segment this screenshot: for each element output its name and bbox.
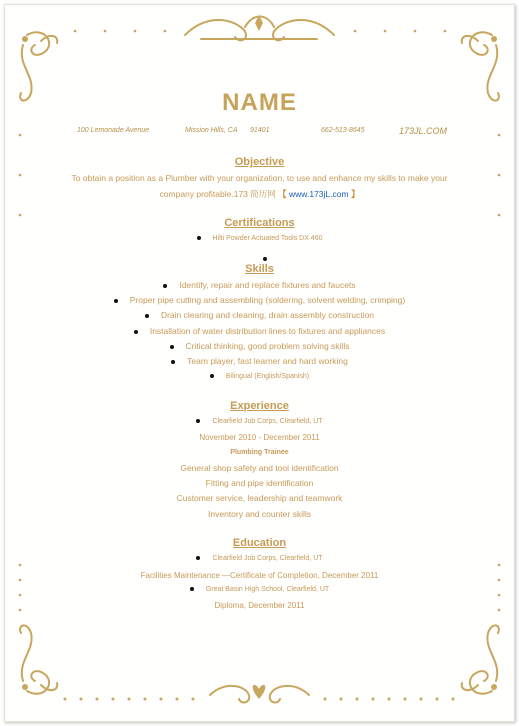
experience-employer: Clearfield Job Corps, Clearfield, UT: [5, 418, 514, 425]
skill-item: Identify, repair and replace fixtures and faucets: [5, 280, 514, 290]
skill-item: Drain clearing and cleaning, drain assembly construction: [5, 310, 514, 320]
skill-item: Proper pipe cutting and assembling (soldering, solvent welding, crimping): [5, 295, 514, 305]
contact-website[interactable]: 173JL.COM: [399, 126, 448, 136]
bracket-open: 【: [278, 189, 287, 199]
objective-heading: Objective: [234, 156, 285, 168]
bottom-center-ornament: [210, 685, 309, 703]
objective-line-2-text: company profitable.173 简历网: [159, 189, 276, 199]
bullet-icon: [196, 419, 200, 423]
skill-item: Installation of water distribution lines to fixtures and appliances: [5, 326, 514, 336]
experience-duty: Customer service, leadership and teamwork: [176, 493, 343, 503]
experience-duty: Inventory and counter skills: [208, 509, 311, 519]
experience-dates: November 2010 - December 2011: [199, 433, 320, 442]
contact-zip: 91401: [250, 127, 270, 134]
top-center-ornament: [185, 15, 334, 40]
skills-heading: Skills: [245, 263, 274, 275]
bullet-icon: [210, 374, 214, 378]
bullet-icon: [196, 556, 200, 560]
bracket-close: 】: [350, 189, 360, 199]
objective-line-1: To obtain a position as a Plumber with your organization, to use and enhance my skills to make your: [71, 173, 448, 183]
contact-city: Mission Hills, CA: [185, 127, 238, 134]
bullet-icon: [171, 360, 175, 364]
corner-flourish-bottom-right: [462, 625, 499, 693]
experience-duty: General shop safety and tool identification: [180, 463, 339, 473]
bullet-icon: [197, 236, 201, 240]
education-heading: Education: [232, 537, 287, 549]
education-cert-1: Facilities Maintenance —Certificate of Completion, December 2011: [140, 571, 379, 580]
bullet-icon: [114, 299, 118, 303]
skill-item: Team player, fast learner and hard working: [5, 356, 514, 366]
bullet-icon: [163, 284, 167, 288]
bullet-icon: [145, 314, 149, 318]
bullet-icon: [263, 257, 267, 261]
corner-flourish-bottom-left: [20, 625, 57, 693]
dotted-border-top: [74, 30, 447, 33]
bullet-icon: [170, 345, 174, 349]
objective-line-2: [5, 188, 514, 200]
resume-page: [4, 4, 515, 722]
experience-heading: Experience: [230, 400, 289, 412]
education-school-2: Great Basin High School, Clearfield, UT: [5, 586, 514, 593]
contact-phone: 662-513-8645: [321, 127, 365, 134]
skill-item: Bilingual (English/Spanish): [5, 373, 514, 380]
bullet-icon: [134, 330, 138, 334]
bullet-icon: [190, 587, 194, 591]
experience-role: Plumbing Trainee: [230, 449, 289, 456]
site-link[interactable]: www.173jL.com: [289, 189, 349, 199]
certification-item: Hilti Powder Actuated Tools DX 460: [5, 235, 514, 242]
education-cert-2: Diploma, December 2011: [214, 601, 305, 610]
contact-address: 100 Lemonade Avenue: [77, 127, 150, 134]
resume-name: NAME: [222, 89, 297, 116]
education-school-1: Clearfield Job Corps, Clearfield, UT: [5, 555, 514, 562]
experience-duty: Fitting and pipe identification: [205, 478, 314, 488]
certifications-heading: Certifications: [224, 217, 295, 229]
skill-item: Critical thinking, good problem solving skills: [5, 341, 514, 351]
